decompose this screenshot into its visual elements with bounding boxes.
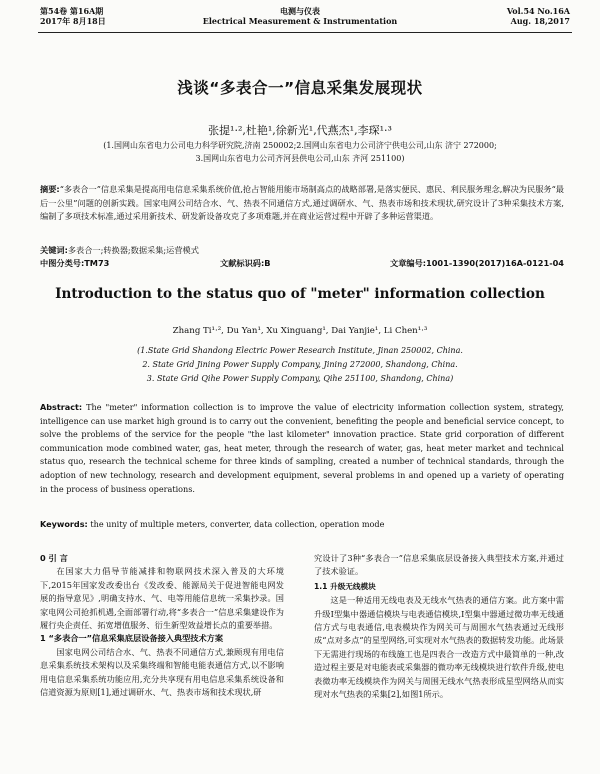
affiliation-en-line: (1.State Grid Shandong Electric Power Research Institute, Jinan 250002, China. xyxy=(137,346,463,355)
paper-title-cn: 浅谈“多表合一”信息采集发展现状 xyxy=(177,79,423,97)
authors-cn: 张提¹·²,杜艳¹,徐新光¹,代燕杰¹,李琛¹·³ xyxy=(208,124,392,137)
subsection-heading: 1.1 升级无线模块 xyxy=(314,581,376,591)
keywords-cn-text: 多表合一;转换器;数据采集;运营模式 xyxy=(67,245,199,255)
keywords-en-text: the unity of multiple meters, converter, data collection, operation mode xyxy=(90,519,385,529)
publication-date: 2017年 8月18日 xyxy=(40,16,106,26)
affiliation-en-line: 2. State Grid Jining Power Supply Company, Jining 272000, Shandong, China. xyxy=(142,360,458,369)
body-paragraph: 这是一种适用无线电表及无线水气热表的通信方案。此方案中需升级Ⅰ型集中器通信模块与电表通信模块,Ⅰ型集中器通过微功率无线通信方式与电表通信,电表模块作为网关可与周围水气热表通过无线形成“点对多点”的星型网络,可实现对水气热表的数据转发功能。此场景下无需进行现场的布线施工也是四表合一改造方式中最简单的一种,改造过程主要是对电能表或采集器的微功率无线模块进行软件升级,使电表微功率无线模块作为网关与周围无线水气热表形成星型网络从而实现对水气热表的采集[2],如图1所示。 xyxy=(314,595,564,700)
affiliation-cn-line: 3.国网山东省电力公司齐河县供电公司,山东 齐河 251100) xyxy=(195,154,405,163)
abstract-cn-text: “多表合一”信息采集是提高用电信息采集系统价值,抢占智能用能市场制高点的战略部署,是落实便民、惠民、利民服务理念,解决为民服务“最后一公里”问题的创新实践。国家电网公司结合水、气、热表不同通信方式,通过调研水、气、热表市场和技术现状,研究设计了3种采集技术方案,编制了多项技术标准,通过采用新技术、研发新设备攻克了多项难题,并在商业运营过程中开辟了多种运营渠道。 xyxy=(40,184,564,221)
abstract-en-label: Abstract: xyxy=(40,402,83,412)
journal-name-en: Electrical Measurement & Instrumentation xyxy=(202,16,398,26)
clc-number: 中图分类号:TM73 xyxy=(40,258,110,268)
classification-row xyxy=(40,258,564,270)
abstract-en xyxy=(40,401,564,496)
volume-issue-en: Vol.54 No.16A xyxy=(506,6,570,16)
abstract-en-text: The "meter" information collection is to improve the value of electricity information collection system, strategy, intelligence can use market high ground is to carry out the convenient, benefiting the people and beneficial service concept, to solve the problems of the service for the people "the last kilometer" innovation practice. State grid corporation of different communication mode combined water, gas, heat meter, through the research of water, gas, heat meter market and technical status quo, research the technical scheme for three kinds of sampling, created a number of technical standards, through the adoption of new technology, research and development equipment, several problems in and opened up a variety of operating in the process of business operations. xyxy=(40,402,564,494)
body-column-left xyxy=(40,552,284,699)
authors-en: Zhang Ti¹·², Du Yan¹, Xu Xinguang¹, Dai Yanjie¹, Li Chen¹·³ xyxy=(172,326,428,336)
affiliations-cn xyxy=(40,139,560,165)
keywords-en xyxy=(40,518,564,530)
journal-name-cn: 电测与仪表 xyxy=(280,6,320,16)
body-column-right xyxy=(314,552,564,701)
article-number: 文章编号:1001-1390(2017)16A-0121-04 xyxy=(390,258,564,268)
paper-title-en: Introduction to the status quo of "meter" information collection xyxy=(55,286,545,302)
publication-date-en: Aug. 18,2017 xyxy=(510,16,570,26)
keywords-en-label: Keywords: xyxy=(40,519,88,529)
document-code: 文献标识码:B xyxy=(220,258,271,268)
affiliations-en xyxy=(40,344,560,386)
keywords-cn xyxy=(40,244,564,256)
section-heading: 1 “多表合一”信息采集底层设备接入典型技术方案 xyxy=(40,633,224,644)
affiliation-en-line: 3. State Grid Qihe Power Supply Company, Qihe 251100, Shandong, China) xyxy=(146,374,454,383)
section-heading: 0 引 言 xyxy=(40,553,68,563)
body-paragraph: 国家电网公司结合水、气、热表不同通信方式,兼顾现有用电信息采集系统技术架构以及采集终端和智能电能表通信方式,以不影响用电信息采集系统功能应用,充分共享现有用电信息采集系统设备和信道资源为原则[1],通过调研水、气、热表市场和技术现状,研 xyxy=(40,646,284,698)
header-divider xyxy=(38,32,572,33)
running-header-volume-en xyxy=(507,6,570,26)
abstract-cn xyxy=(40,183,564,224)
body-paragraph: 究设计了3种“多表合一”信息采集底层设备接入典型技术方案,并通过了技术验证。 xyxy=(314,553,564,577)
volume-issue: 第54卷 第16A期 xyxy=(40,6,104,16)
abstract-cn-label: 摘要: xyxy=(40,184,60,194)
affiliation-cn-line: (1.国网山东省电力公司电力科学研究院,济南 250002;2.国网山东省电力公司济宁供电公司,山东 济宁 272000; xyxy=(103,141,497,150)
keywords-cn-label: 关键词: xyxy=(40,245,68,255)
body-paragraph: 在国家大力倡导节能减排和物联网技术深入普及的大环境下,2015年国家发改委出台《发改委、能源局关于促进智能电网发展的指导意见》,明确支持水、气、电等用能信息统一采集抄录。国家电网公司抢抓机遇,全面部署行动,将“多表合一”信息采集建设作为履行央企责任、拓宽增值服务、衍生新型效益增长点的重要举措。 xyxy=(40,566,284,631)
